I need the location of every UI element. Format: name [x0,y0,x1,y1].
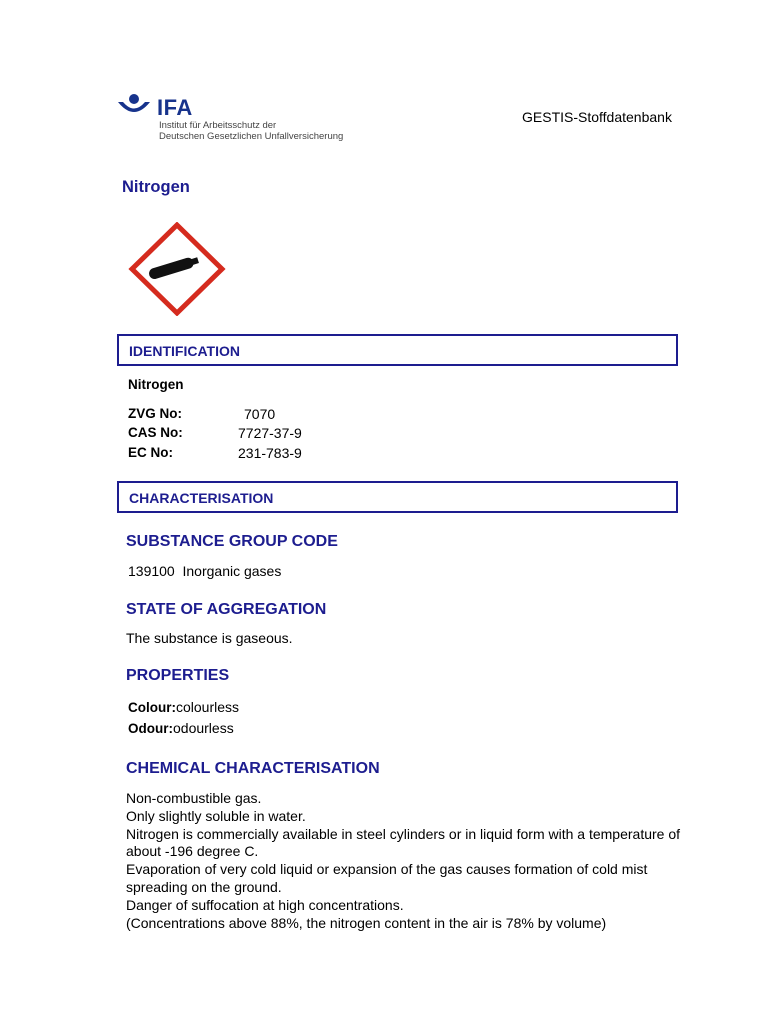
odour-value: odourless [173,720,234,736]
page-title: Nitrogen [122,178,190,196]
colour-value: colourless [176,699,240,715]
group-code-text: 139100 Inorganic gases [128,563,282,579]
zvg-label: ZVG No: [128,406,182,421]
chemical-line: Danger of suffocation at high concentrations. [126,896,404,913]
section-label: CHARACTERISATION [129,490,274,506]
colour-row [128,699,239,715]
chemical-line: Only slightly soluble in water. [126,807,306,824]
chemical-heading: CHEMICAL CHARACTERISATION [126,760,380,777]
chemical-line: Non-combustible gas. [126,790,262,806]
chemical-line: Nitrogen is commercially available in steel cylinders or in liquid form with a temperature of about -196 degree C. [126,825,681,860]
chemical-text [126,790,696,932]
cas-value: 7727-37-9 [238,425,302,441]
odour-row [128,720,234,736]
ec-value: 231-783-9 [238,445,302,461]
gas-cylinder-icon [128,222,226,316]
properties-heading: PROPERTIES [126,667,230,684]
chemical-line: (Concentrations above 88%, the nitrogen content in the air is 78% by volume) [126,914,607,931]
colour-label: Colour: [128,700,176,715]
odour-label: Odour: [128,721,173,736]
identification-section-header [117,334,678,366]
cas-label: CAS No: [128,425,183,440]
logo-line-1: Institut für Arbeitsschutz der [159,120,277,131]
logo-line-2: Deutschen Gesetzlichen Unfallversicherung [159,131,344,142]
aggregation-heading: STATE OF AGGREGATION [126,601,327,618]
ec-label: EC No: [128,445,173,460]
chemical-line: Evaporation of very cold liquid or expansion of the gas causes formation of cold mist spreading on the ground. [126,861,648,895]
zvg-value: 7070 [244,406,276,422]
logo-abbrev: IFA [157,95,193,120]
group-code-heading: SUBSTANCE GROUP CODE [126,533,338,550]
characterisation-section-header [117,481,678,513]
aggregation-text: The substance is gaseous. [126,630,293,646]
database-name: GESTIS-Stoffdatenbank [522,109,672,125]
section-label: IDENTIFICATION [129,343,240,359]
ifa-logo-icon [116,92,156,122]
substance-name: Nitrogen [128,377,184,392]
